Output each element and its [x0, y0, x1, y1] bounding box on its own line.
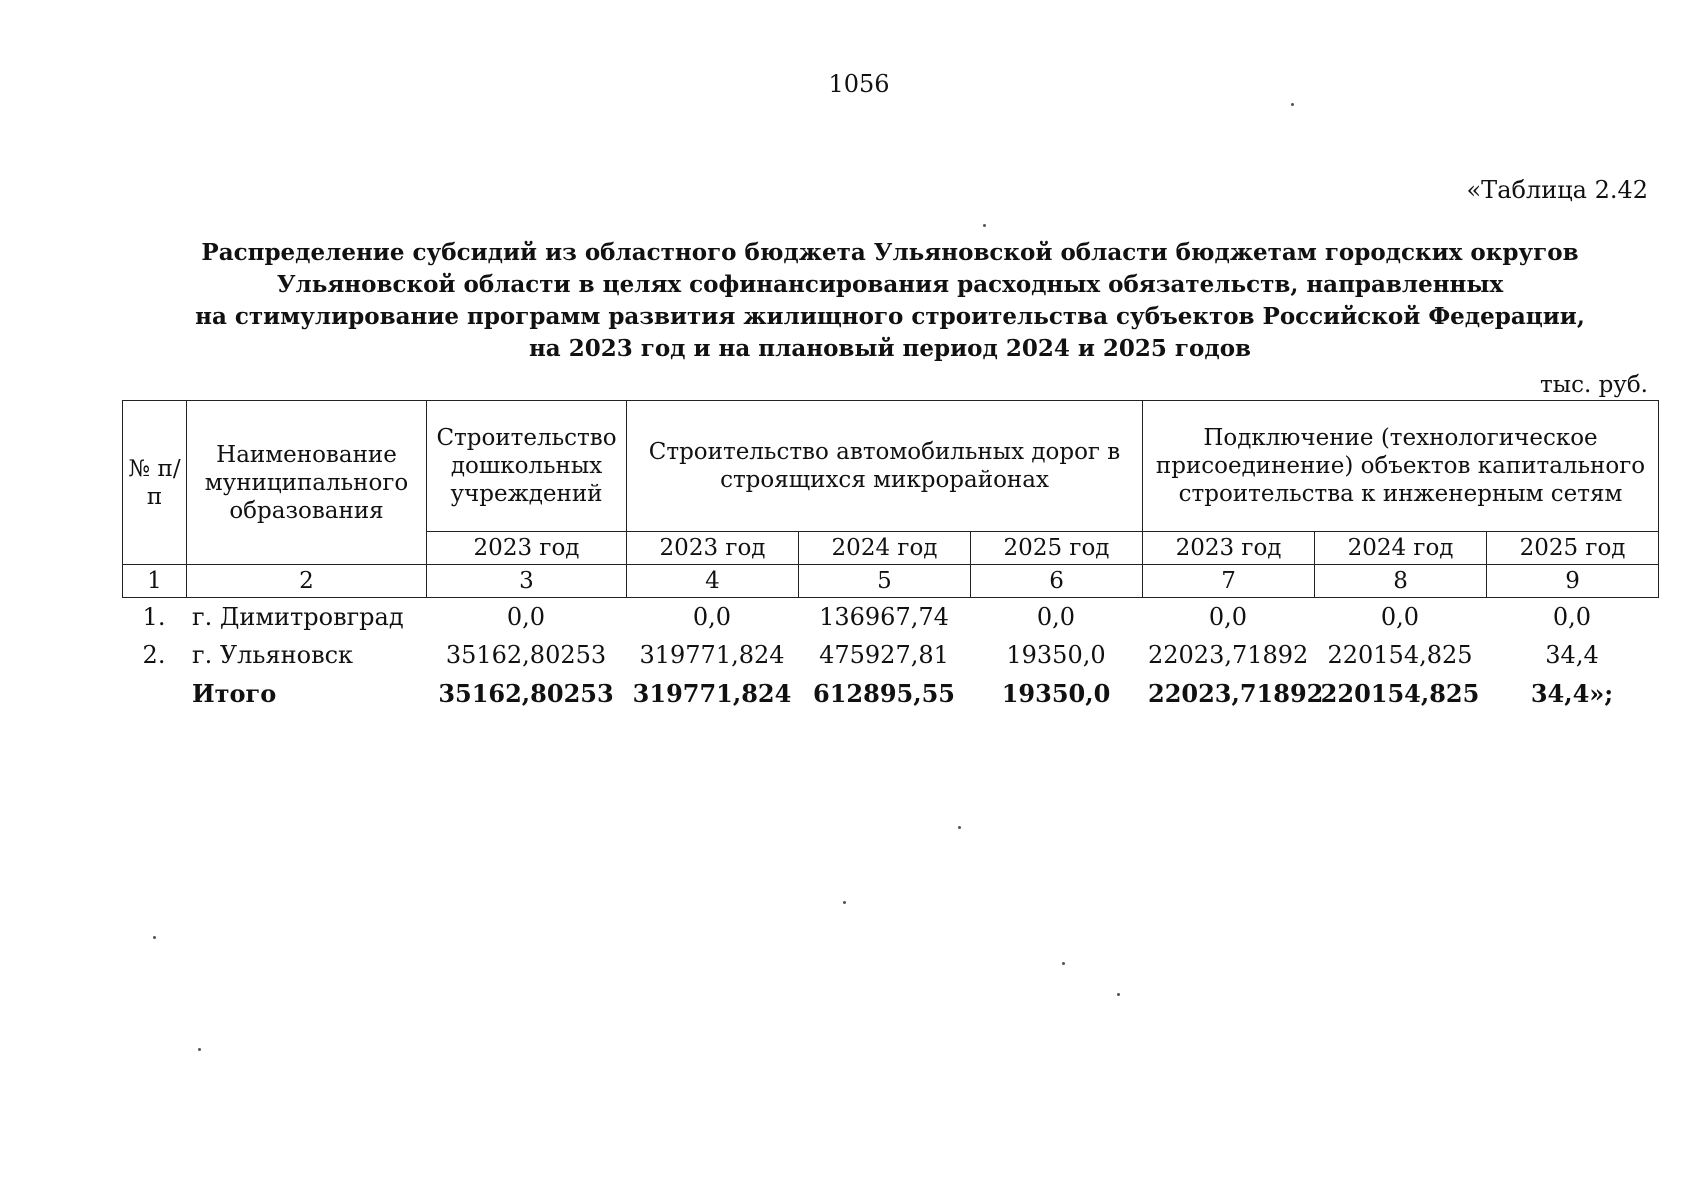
- title-line: на стимулирование программ развития жилищного строительства субъектов Российской Федерации,: [195, 303, 1585, 330]
- header-group-connection: Подключение (технологическое присоединение) объектов капитального строительства к инженерным сетям: [1143, 401, 1659, 532]
- header-group-preschool: Строительство дошкольных учреждений: [427, 401, 627, 532]
- total-cell: 34,4»;: [1530, 678, 1614, 708]
- total-cell: 19350,0: [1001, 678, 1111, 708]
- table-row: [122, 598, 1658, 636]
- table-cell: 319771,824: [639, 641, 785, 669]
- total-cell: 35162,80253: [438, 678, 614, 708]
- column-number: 6: [971, 565, 1143, 598]
- column-number: 4: [627, 565, 799, 598]
- row-number: 2.: [142, 641, 166, 669]
- table-cell: 0,0: [1552, 603, 1592, 631]
- row-number: 1.: [142, 603, 166, 631]
- header-year: 2025 год: [1487, 532, 1659, 565]
- municipality-name: г. Ульяновск: [192, 641, 354, 669]
- table-cell: 0,0: [1208, 603, 1248, 631]
- header-year: 2023 год: [427, 532, 627, 565]
- page-number: 1056: [828, 70, 890, 98]
- total-label: Итого: [192, 678, 277, 708]
- header-year: 2025 год: [971, 532, 1143, 565]
- table-cell: 34,4: [1545, 641, 1599, 669]
- title-line: Ульяновской области в целях софинансирования расходных обязательств, направленных: [276, 271, 1504, 298]
- scan-speck: [1117, 993, 1120, 996]
- header-name: Наименование муниципального образования: [187, 401, 427, 565]
- total-cell: 22023,71892: [1148, 678, 1324, 708]
- header-group-roads: Строительство автомобильных дорог в строящихся микрорайонах: [627, 401, 1143, 532]
- table-cell: 22023,71892: [1148, 641, 1309, 669]
- data-table: [122, 598, 1658, 712]
- scan-speck: [1062, 962, 1065, 965]
- units-label: тыс. руб.: [1540, 372, 1648, 398]
- table-label: «Таблица 2.42: [1466, 176, 1648, 204]
- header-year: 2024 год: [1315, 532, 1487, 565]
- header-table: [122, 400, 1659, 598]
- column-number: 2: [187, 565, 427, 598]
- scan-speck: [843, 901, 846, 904]
- table-cell: 0,0: [506, 603, 546, 631]
- table-cell: 35162,80253: [445, 641, 607, 669]
- table-cell: 475927,81: [819, 641, 949, 669]
- document-title: [110, 237, 1670, 365]
- table-cell: 19350,0: [1006, 641, 1106, 669]
- column-number: 8: [1315, 565, 1487, 598]
- total-cell: 319771,824: [632, 678, 792, 708]
- scan-speck: [153, 936, 156, 939]
- scan-speck: [1291, 103, 1294, 106]
- scan-speck: [198, 1048, 201, 1051]
- table-cell: 0,0: [692, 603, 732, 631]
- total-cell: 612895,55: [813, 678, 955, 708]
- table-cell: 220154,825: [1327, 641, 1473, 669]
- title-line: Распределение субсидий из областного бюджета Ульяновской области бюджетам городских округов: [201, 239, 1579, 266]
- column-number: 7: [1143, 565, 1315, 598]
- header-year: 2024 год: [799, 532, 971, 565]
- total-cell: 220154,825: [1320, 678, 1480, 708]
- column-number: 3: [427, 565, 627, 598]
- municipality-name: г. Димитровград: [192, 603, 404, 631]
- header-num: № п/п: [123, 401, 187, 565]
- scan-speck: [983, 224, 986, 227]
- scan-speck: [958, 826, 961, 829]
- title-line: на 2023 год и на плановый период 2024 и 2025 годов: [528, 335, 1252, 362]
- table-cell: 136967,74: [819, 603, 949, 631]
- table-row: [122, 636, 1658, 674]
- header-year: 2023 год: [1143, 532, 1315, 565]
- column-number: 1: [123, 565, 187, 598]
- table-cell: 0,0: [1380, 603, 1420, 631]
- total-row: [122, 674, 1658, 712]
- table-cell: 0,0: [1036, 603, 1076, 631]
- column-number: 5: [799, 565, 971, 598]
- column-number: 9: [1487, 565, 1659, 598]
- header-year: 2023 год: [627, 532, 799, 565]
- row-number: [122, 674, 186, 712]
